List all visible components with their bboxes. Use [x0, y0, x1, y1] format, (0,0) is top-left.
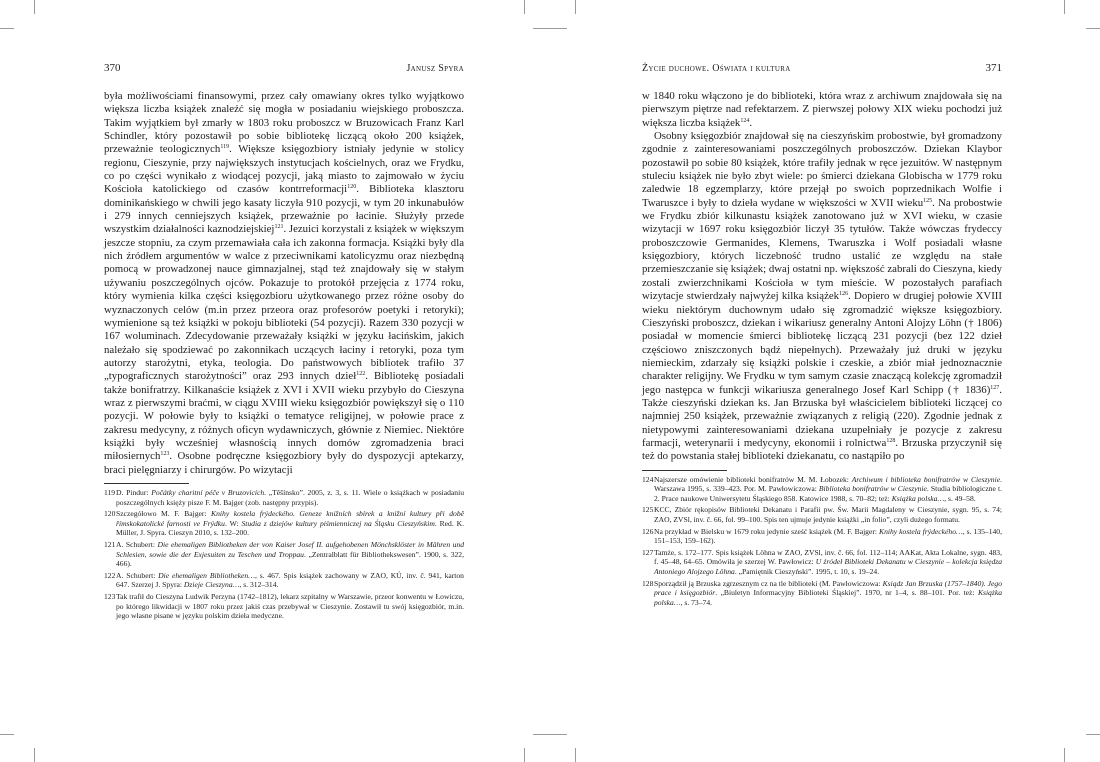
right-page	[642, 62, 1002, 609]
text-run: . Biblioteka klasztoru dominikańskiego w chwili jego kasaty liczyła 910 pozycji, w tym 20 inkunabułów i 279 innych cenniejszych książek, przeważnie po łacinie. Służyły przede wszystkim działalności kaznodziejskiej	[104, 183, 464, 236]
body-text	[104, 90, 464, 477]
footnote-number: 127	[642, 547, 654, 557]
italic-title: U źródeł Biblioteki Dekanatu w Cieszynie – kolekcja księdza Antoniego Alojzego Löhna	[654, 557, 1002, 576]
crop-mark	[1064, 748, 1065, 762]
footnote-rule	[104, 483, 189, 484]
footnotes	[642, 475, 1002, 608]
footnote-ref: 122	[356, 371, 366, 378]
text-run: , s. 73–74.	[680, 597, 713, 607]
footnote-ref: 126	[839, 291, 849, 298]
text-run: . „Biuletyn Informacyjny Biblioteki Śląskiej”. 1970, nr 1–4, s. 88–101. Por. też:	[715, 588, 978, 598]
footnote-number: 123	[104, 591, 116, 601]
crop-mark	[0, 734, 14, 735]
italic-title: Archiwum i biblioteka bonifratrów w Cieszynie	[851, 474, 1001, 484]
crop-mark	[1086, 734, 1100, 735]
footnote-number: 128	[642, 578, 654, 588]
text-run: KCC, Zbiór rękopisów Biblioteki Dekanatu i Parafii pw. Św. Marii Magdaleny w Cieszynie, sygn. 95, s. 74; ZAO, ZVSl, inv. č. 66, fol. 99–100. Spis ten ujmuje jedynie książki „in folio”, czyli dużego formatu.	[654, 505, 1002, 524]
italic-title: Studia z dziejów kultury piśmienniczej na Śląsku Cieszyńskim	[241, 518, 435, 528]
text-run: . Na probostwie we Frydku zbiór kilkunastu książek zanotowano już w XVI wieku, w czasie wizytacji w 1697 roku księgozbiór liczył 35 tytułów. Także wówczas frydeccy proboszczowie Germanides, Klemens, Twaruszka i Wolf posiadali własne księgozbiory, których liczebność trudno ustalić ze względu na stałe przemieszczanie się książek; dwaj ostatni np. większość zabrali do Cieszyna, kiedy zostali zwierzchnikami Kościoła w tym mieście. W pozostałych parafiach wizytacje stwierdzały najwyżej kilka książek	[642, 196, 1003, 303]
footnote-ref: 120	[347, 184, 357, 191]
text-run: , s. 135–140, 151–153, 159–162).	[654, 526, 1002, 546]
italic-title: Die ehemaligen Bibliotheken…	[158, 570, 255, 580]
text-run: . „Pamiętnik Cieszyński”. 1995, t. 10, s. 19–24.	[734, 566, 880, 576]
running-head	[642, 62, 1002, 76]
footnote	[642, 527, 1002, 546]
footnote	[104, 488, 464, 507]
text-run: .	[749, 116, 753, 129]
text-run: Szczegółowo M. F. Bajger:	[116, 509, 212, 519]
crop-mark	[524, 748, 525, 762]
footnote	[642, 475, 1002, 504]
text-run: Najszersze omówienie biblioteki bonifratrów M. M. Łobozek:	[654, 474, 852, 484]
crop-mark	[0, 28, 14, 29]
body-text	[642, 90, 1002, 464]
left-page	[104, 62, 464, 623]
text-run: . Większe księgozbiory istniały jedynie w stolicy regionu, Cieszynie, przy największych instytucjach kościelnych, oraz we Frydku, co po części wynikało z wiodącej pozycji, jaką miasto to zajmowało w życiu Kościoła katolickiego od czasów kontrreformacji	[104, 143, 464, 196]
italic-title: Die ehemaligen Bibliotheken der von Kaiser Josef II. aufgehobenen Mönchsklöster in Mähren und Schlesien, sowie die der Exjesuiten zu Teschen und Troppau	[116, 539, 464, 559]
text-run: . Studia bibliologiczne t. 2. Prace naukowe Uniwersytetu Śląskiego 858. Katowice 1988, s. 70–82; też:	[654, 484, 1002, 503]
text-run: . Warszawa 1995, s. 339–423. Por. M. Pawłowiczowa:	[654, 474, 1002, 494]
footnote-ref: 123	[160, 451, 170, 458]
text-run: , s. 49–58.	[944, 493, 976, 503]
footnote-number: 125	[642, 505, 654, 515]
paragraph	[642, 130, 1002, 464]
italic-title: Počátky charitní péče v Bruzovicích	[151, 487, 265, 497]
footnote-rule	[642, 470, 727, 471]
footnote-number: 119	[104, 487, 116, 497]
footnote-number: 122	[104, 570, 116, 580]
footnote-ref: 121	[274, 224, 284, 231]
italic-title: Biblioteka bonifratrów w Cieszynie	[818, 484, 927, 494]
running-head	[104, 62, 464, 76]
text-run: . Bibliotekę posiadali także bonifratrzy. Kilkanaście książek z XVI i XVII wieku przybyło do Cieszyna wraz z pierwszymi braćmi, w ciągu XVIII wieku księgozbiór powiększył się o 110 pozycji. W połowie były to książki o tematyce religijnej, w połowie prace z zakresu medycyny, z różnych oficyn wydawniczych, głównie z Niemiec. Niektóre książki były wcześniej własnością innych domów zgromadzenia braci miłosiernych	[104, 370, 465, 463]
footnote	[104, 509, 464, 538]
text-run: A. Schubert:	[116, 570, 159, 580]
text-run: , s. 467. Spis książek zachowany w ZAO, KÚ, inv. č. 941, karton 647. Szerzej J. Spyra:	[116, 570, 464, 590]
footnote-number: 121	[104, 539, 116, 549]
text-run: . W:	[224, 518, 242, 528]
running-title: Janusz Spyra	[406, 63, 464, 74]
text-run: . „Těšínsko”. 2005, z. 3, s. 11. Wiele o książkach w posiadaniu poszczególnych księży pisze F. M. Bajger (zob. następny przypis).	[116, 487, 464, 507]
crop-mark	[1086, 28, 1100, 29]
page-number: 371	[985, 62, 1002, 74]
crop-mark	[34, 0, 35, 14]
footnote-number: 126	[642, 526, 654, 536]
text-run: . Red. K. Müller, J. Spyra. Cieszyn 2010, s. 132–200.	[116, 518, 464, 538]
footnote-ref: 124	[740, 117, 750, 124]
footnote-ref: 127	[990, 384, 1000, 391]
italic-title: Dzieje Cieszyna…	[183, 580, 240, 590]
text-run: Osobny księgozbiór znajdował się na cieszyńskim probostwie, był gromadzony zgodnie z zainteresowaniami poszczególnych proboszczów. Dziekan Klaybor pozostawił po sobie 80 książek, które trafiły jednak w ręce jezuitów. W następnym stuleciu książek nie było zbyt wiele: po śmierci dziekana Globischa w 1779 roku zaledwie 18 egzemplarzy, które przejął po swoich poprzednikach Wolfie i Twaruszce i były to dzieła wydane w większości w XVII wieku	[642, 130, 1002, 209]
crop-mark	[34, 748, 35, 762]
footnote	[104, 571, 464, 590]
text-run: . „Zentralblatt für Bibliothekswesen”. 1900, s. 322, 466).	[116, 549, 464, 569]
italic-title: Książka polska…	[654, 588, 1002, 607]
italic-title: Knihy kostela frýdeckého. Geneze knižních sbírek a knižní kultury při době římskokatolické farnosti ve Frýdku	[116, 509, 464, 528]
footnote	[642, 579, 1002, 608]
crop-mark	[524, 0, 525, 14]
italic-title: Ksiądz Jan Brzuska (1757–1840). Jego prace i księgozbiór	[654, 578, 1002, 598]
page-number: 370	[104, 62, 121, 74]
text-run: . Dopiero w drugiej połowie XVIII wieku niektórym duchownym udało się zgromadzić większe księgozbiory. Cieszyński proboszcz, dziekan i wikariusz generalny Antoni Alojzy Löhn († 1806) posiadał w momencie śmierci bibliotekę liczącą 231 pozycji (bez 122 dzieł częściowo zniszczonych bądź niepełnych). Przeważały już druki w języku niemieckim, zdarzały się książki polskie i czeskie, a zbiór miał jednoznacznie charakter religijny. We Frydku w tym samym czasie znaczącą kolekcję zgromadził jego następca w funkcji wikariusza generalnego Josef Karl Schipp († 1836)	[642, 290, 1002, 396]
footnote-number: 124	[642, 474, 654, 484]
footnote-ref: 125	[923, 197, 933, 204]
italic-title: Książka polska…	[891, 493, 945, 503]
paragraph	[104, 90, 464, 477]
text-run: , s. 312–314.	[239, 580, 279, 590]
footnote-ref: 128	[886, 437, 896, 444]
running-title: Życie duchowe. Oświata i kultura	[642, 63, 791, 74]
text-run: w 1840 roku włączono je do biblioteki, która wraz z archiwum znajdowała się na pierwszym piętrze nad refektarzem. Z pierwszej połowy XIX wieku pochodzi już większa liczba książek	[642, 90, 1002, 129]
footnote	[104, 540, 464, 569]
footnotes	[104, 488, 464, 621]
text-run: D. Pindur:	[116, 487, 152, 497]
footnote	[104, 592, 464, 621]
text-run: Sporządził ją Brzuska zgrzesznym cz na tle biblioteki (M. Pawłowiczowa:	[654, 578, 883, 588]
paragraph	[642, 90, 1002, 130]
footnote-ref: 119	[220, 144, 230, 151]
text-run: była możliwościami finansowymi, przez cały omawiany okres tylko wyjątkowo większa liczba książek znaleźć się mogła w posiadaniu wiejskiego proboszcza. Takim wyjątkiem był zmarły w 1803 roku proboszcz w Bruzowicach Franz Karl Schindler, który pozostawił po sobie bibliotekę liczącą około 200 książek, przeważnie teologicznych	[104, 90, 464, 156]
text-run: A. Schubert:	[116, 539, 158, 549]
text-run: Tak trafił do Cieszyna Ludwik Perzyna (1742–1812), lekarz szpitalny w Warszawie, przeor konwentu w Łowiczu, po którego likwidacji w 1807 roku przez jakiś czas przebywał w Cieszynie. Zostawił tu swój księgozbiór, m.in. jego własne pisane w języku polskim dzieła medyczne.	[116, 591, 464, 621]
crop-mark	[533, 28, 567, 29]
text-run: Na przykład w Bielsku w 1679 roku jedynie sześć książek (M. F. Bajger:	[654, 526, 880, 536]
italic-title: Knihy kostela frýdeckého…	[879, 526, 963, 536]
footnote	[642, 505, 1002, 524]
text-run: . Osobne podręczne księgozbiory były do dyspozycji aptekarzy, braci pielęgniarzy i chirurgów. Po wizytacji	[104, 450, 464, 476]
text-run: . Także cieszyński dziekan ks. Jan Brzuska był właścicielem biblioteki liczącej co najmniej 250 książek, przeważnie związanych z religią (220). Zgodnie jednak z nietypowymi zainteresowaniami dziekana uzupełniały je pozycje z zakresu farmacji, weterynarii i medycyny, ekonomii i rolnictwa	[642, 383, 1002, 449]
footnote-number: 120	[104, 509, 116, 519]
footnote	[642, 548, 1002, 577]
text-run: Tamże, s. 172–177. Spis książek Löhna w ZAO, ZVSl, inv. č. 66, fol. 112–114; AAKat, Akta Lokalne, sygn. 483, f. 45–48, 64–65. Omówiła je szerzej W. Pawłowicz:	[654, 547, 1002, 567]
crop-mark	[533, 734, 567, 735]
crop-mark	[1064, 0, 1065, 14]
text-run: . Brzuska przyczynił się też do powstania stałej biblioteki dziekanatu, co nastąpiło po	[642, 436, 1002, 463]
text-run: . Jezuici korzystali z książek w większym jeszcze stopniu, za czym przemawiała cała ich zakonna formacja. Książki były dla nich źródłem argumentów w walce z przeciwnikami katolicyzmu oraz niezbędną pomocą w prowadzonej nauce gimnazjalnej, stąd też znajdowały się w stałym używaniu poszczególnych ojców. Pokazuje to protokół przejęcia z 1774 roku, który wymienia kilka części księgozbioru użytkowanego przez różne osoby do wyznaczonych celów (m.in przez przeora oraz profesorów poetyki i retoryki); wymienione są też książki w pokoju biblioteki (54 pozycji). Razem 330 pozycji w 167 woluminach. Zdecydowanie przeważały książki w języku łacińskim, jakich należało się spodziewać po zakonnikach uczących łaciny i retoryki, poza tym autorzy starożytni, etyka, teologia. Do państwowych bibliotek trafiło 37 „typograficznych starożytności” oraz 293 innych dzieł	[104, 223, 464, 383]
crop-mark	[575, 748, 576, 762]
crop-mark	[575, 0, 576, 14]
